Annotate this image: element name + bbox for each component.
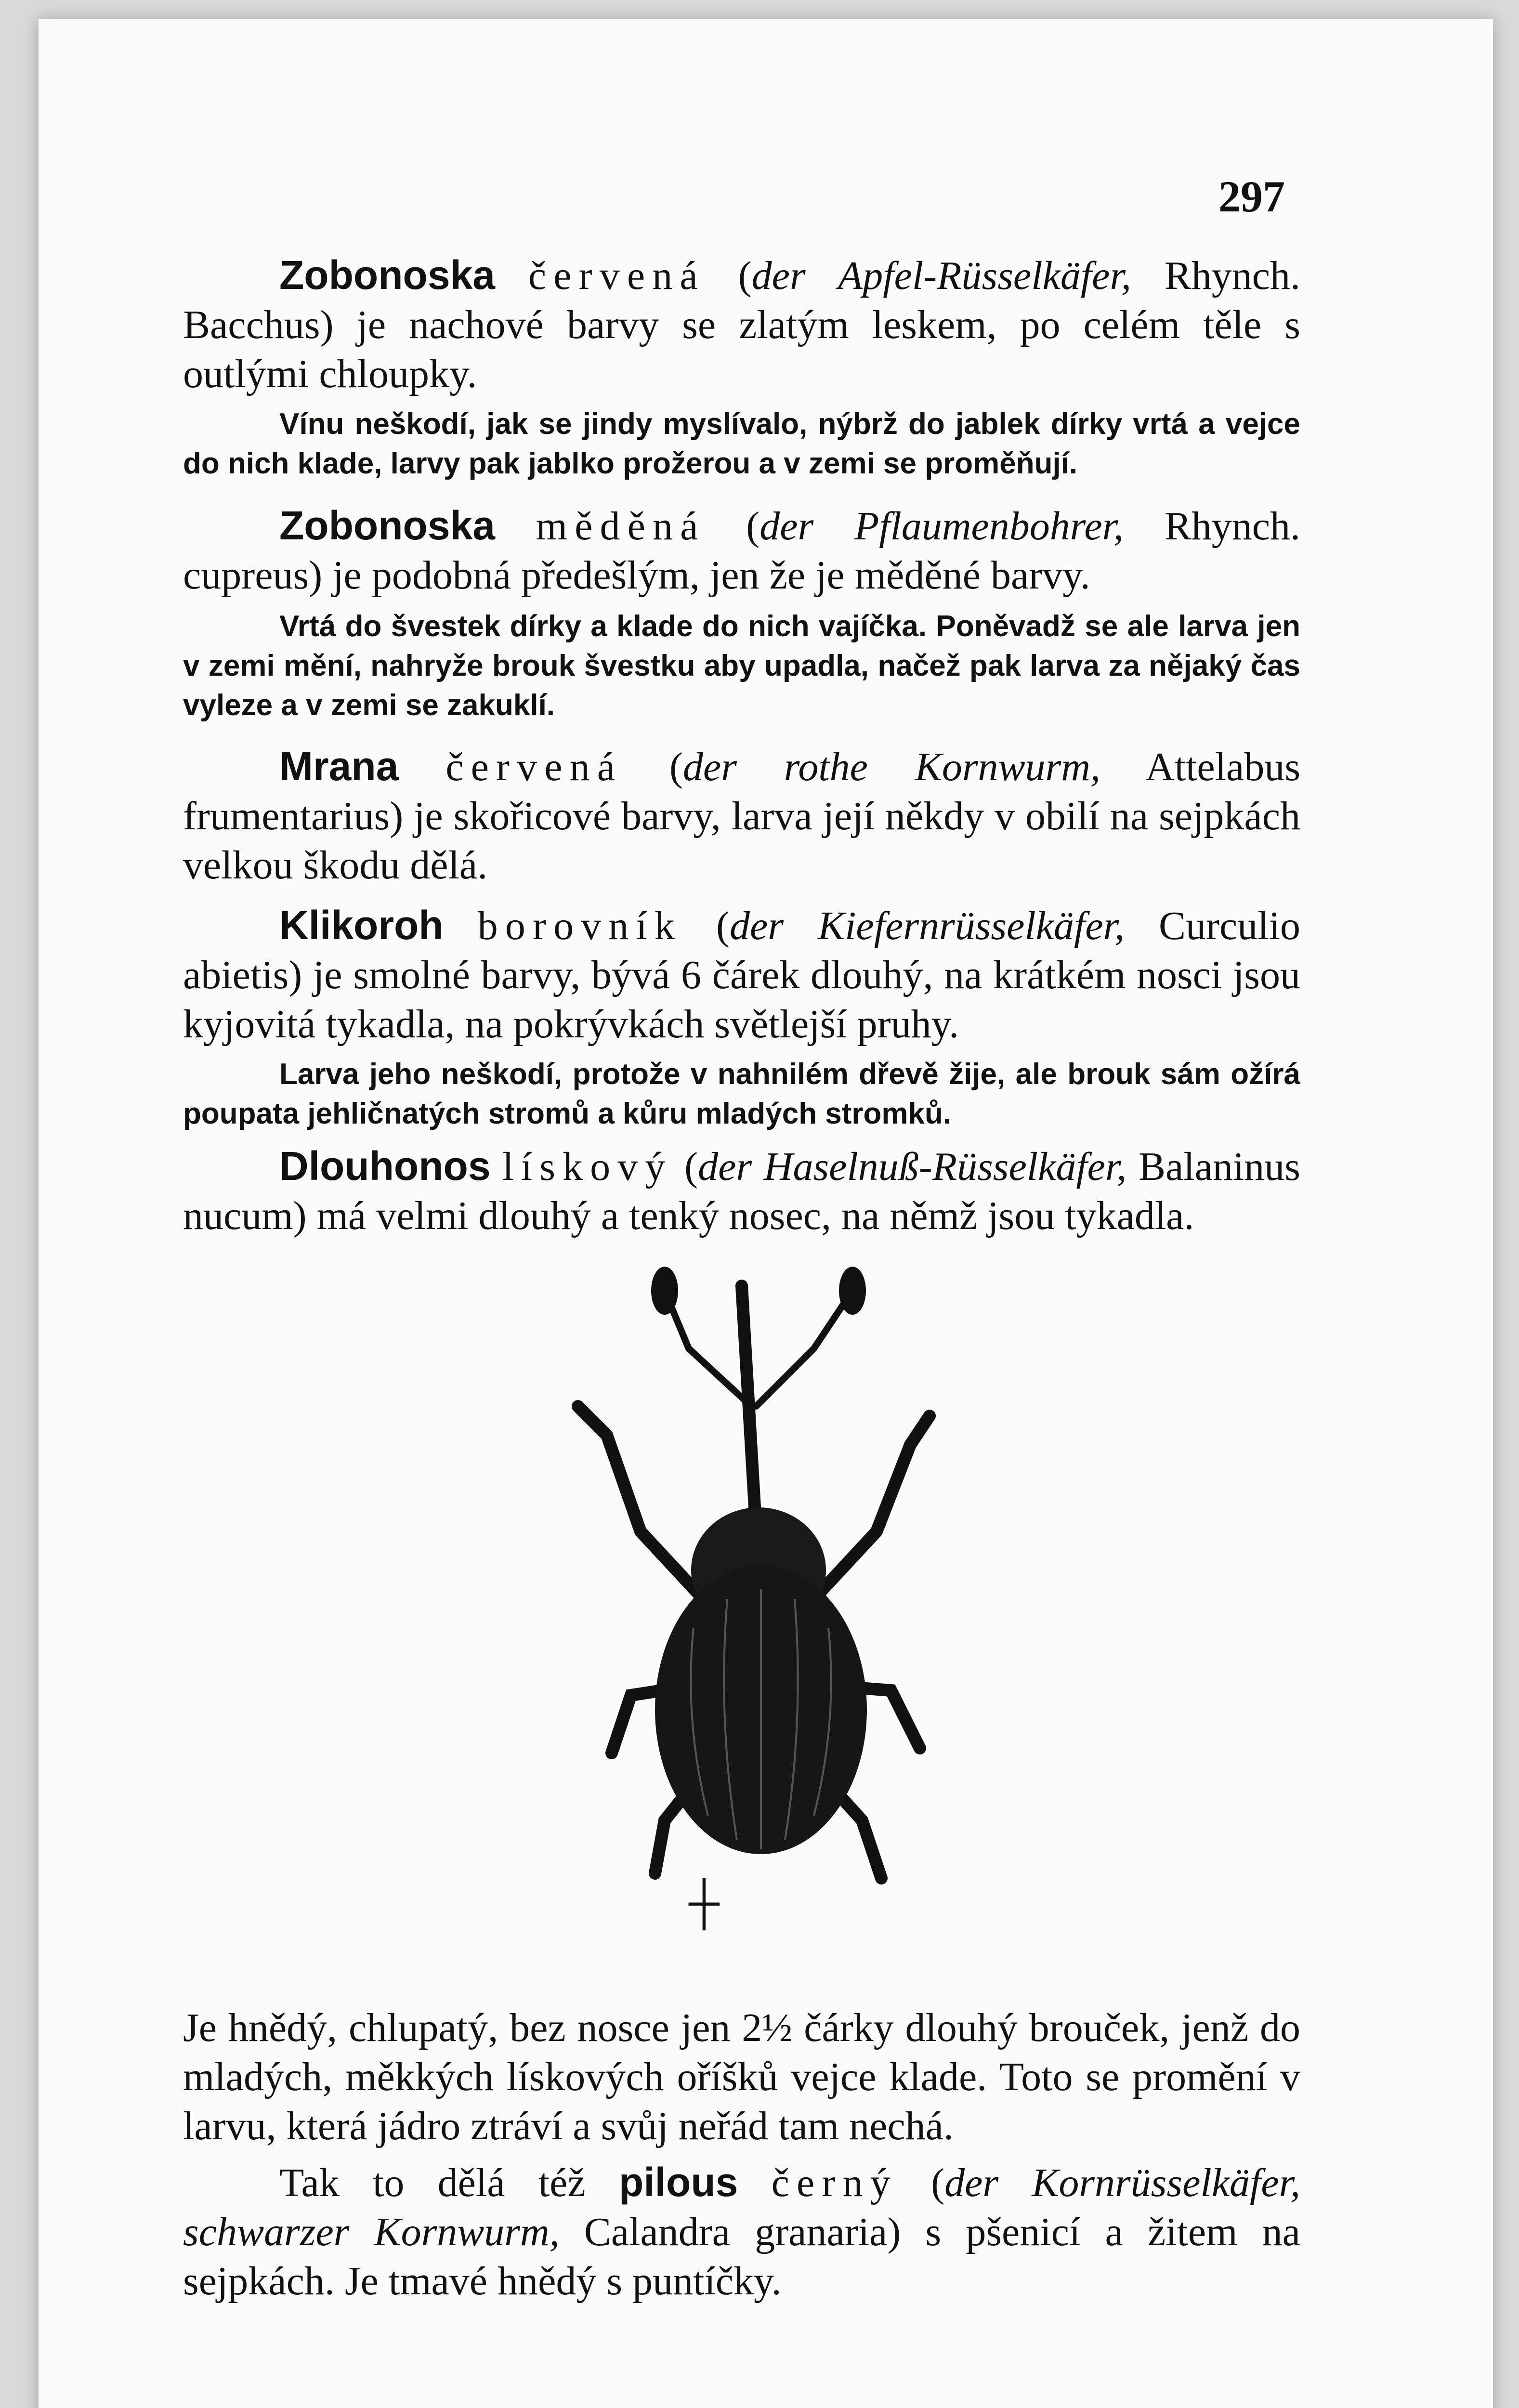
paragraph-description: Je hnědý, chlupatý, bez nosce jen 2½ čárky dlouhý brouček, jenž do mladých, měkkých lískových oříšků vejce klade. Toto se promění v larvu, která jádro ztráví a svůj neřád tam nechá. bbox=[183, 2005, 1300, 2148]
species-epithet: lískový bbox=[502, 1144, 673, 1189]
species-epithet: borovník bbox=[477, 903, 682, 948]
species-name: Zobonoska bbox=[279, 503, 496, 548]
figure-mark: ┼ bbox=[689, 1879, 720, 1927]
note-zobonoska-medena: Vrtá do švestek dírky a klade do nich vajíčka. Poněvadž se ale larva jen v zemi mění, nahryže brouk švestku aby upadla, načež pak larva za nějaký čas vyleze a v zemi se zakuklí. bbox=[183, 610, 1300, 722]
entry-mrana-cervena: Mrana červená (der rothe Kornwurm, Attelabus frumentarius) je skořicové barvy, larva její někdy v obilí na sejpkách velkou škodu dělá. bbox=[183, 744, 1301, 888]
entry-description: Rhynch. Bacchus) je nachové barvy se zlatým leskem, po celém těle s outlými chloupky. bbox=[183, 253, 1300, 396]
entry-pilous-cerny: Tak to dělá též pilous černý (der Kornrüsselkäfer, schwarzer Kornwurm, Calandra granaria) s pšenicí a žitem na sejpkách. Je tmavé hnědý s puntíčky. bbox=[183, 2159, 1301, 2303]
german-name: der Apfel-Rüsselkäfer, bbox=[751, 253, 1131, 298]
book-page bbox=[39, 19, 1493, 2408]
weevil-illustration bbox=[544, 1262, 1243, 1955]
species-epithet: měděná bbox=[536, 504, 706, 549]
species-name: Klikoroh bbox=[279, 903, 444, 948]
entry-description: Rhynch. cupreus) je podobná předešlým, jen že je měděné barvy. bbox=[183, 504, 1300, 598]
entry-description: Attelabus frumentarius) je skořicové barvy, larva její někdy v obilí na sejpkách velkou škodu dělá. bbox=[183, 745, 1301, 888]
entry-zobonoska-medena: Zobonoska měděná (der Pflaumenbohrer, Rhynch. cupreus) je podobná předešlým, jen že je měděné barvy. bbox=[183, 503, 1300, 598]
entry-description: Balaninus nucum) má velmi dlouhý a tenký nosec, na němž jsou tykadla. bbox=[183, 1144, 1300, 1238]
entry-description: Curculio abietis) je smolné barvy, bývá 6 čárek dlouhý, na krátkém nosci jsou kyjovitá tykadla, na pokrývkách světlejší pruhy. bbox=[183, 903, 1300, 1047]
german-name: der Kornrüsselkäfer, schwarzer Kornwurm, bbox=[183, 2160, 1301, 2254]
species-epithet: černý bbox=[771, 2160, 898, 2205]
german-name: der Haselnuß-Rüsselkäfer, bbox=[698, 1144, 1127, 1189]
german-name: der Pflaumenbohrer, bbox=[760, 504, 1124, 549]
entry-dlouhonos-liskovy: Dlouhonos lískový (der Haselnuß-Rüsselkäfer, Balaninus nucum) má velmi dlouhý a tenký nosec, na němž jsou tykadla. bbox=[183, 1143, 1300, 1238]
entry-klikoroh-borovnik: Klikoroh borovník (der Kiefernrüsselkäfer, Curculio abietis) je smolné barvy, bývá 6 čárek dlouhý, na krátkém nosci jsou kyjovitá tykadla, na pokrývkách světlejší pruhy. bbox=[183, 903, 1300, 1047]
note-klikoroh-borovnik: Larva jeho neškodí, protože v nahnilém dřevě žije, ale brouk sám ožírá poupata jehličnatých stromů a kůru mladých stromků. bbox=[183, 1058, 1300, 1130]
species-epithet: červená bbox=[445, 745, 623, 789]
entry-zobonoska-cervena: Zobonoska červená (der Apfel-Rüsselkäfer, Rhynch. Bacchus) je nachové barvy se zlatým leskem, po celém těle s outlými chloupky. bbox=[183, 252, 1300, 396]
page-number: 297 bbox=[1218, 172, 1285, 221]
german-name: der rothe Kornwurm, bbox=[682, 745, 1100, 789]
note-zobonoska-cervena: Vínu neškodí, jak se jindy myslívalo, nýbrž do jablek dírky vrtá a vejce do nich klade, larvy pak jablko prožerou a v zemi se proměňují. bbox=[183, 407, 1300, 480]
species-epithet: červená bbox=[528, 253, 705, 298]
species-name: Zobonoska bbox=[279, 252, 496, 298]
entry-description: Calandra granaria) s pšenicí a žitem na sejpkách. Je tmavé hnědý s puntíčky. bbox=[183, 2210, 1300, 2303]
species-name: Mrana bbox=[279, 744, 399, 789]
species-name: Dlouhonos bbox=[279, 1143, 491, 1189]
species-name: pilous bbox=[619, 2159, 738, 2205]
german-name: der Kiefernrüsselkäfer, bbox=[730, 903, 1125, 948]
